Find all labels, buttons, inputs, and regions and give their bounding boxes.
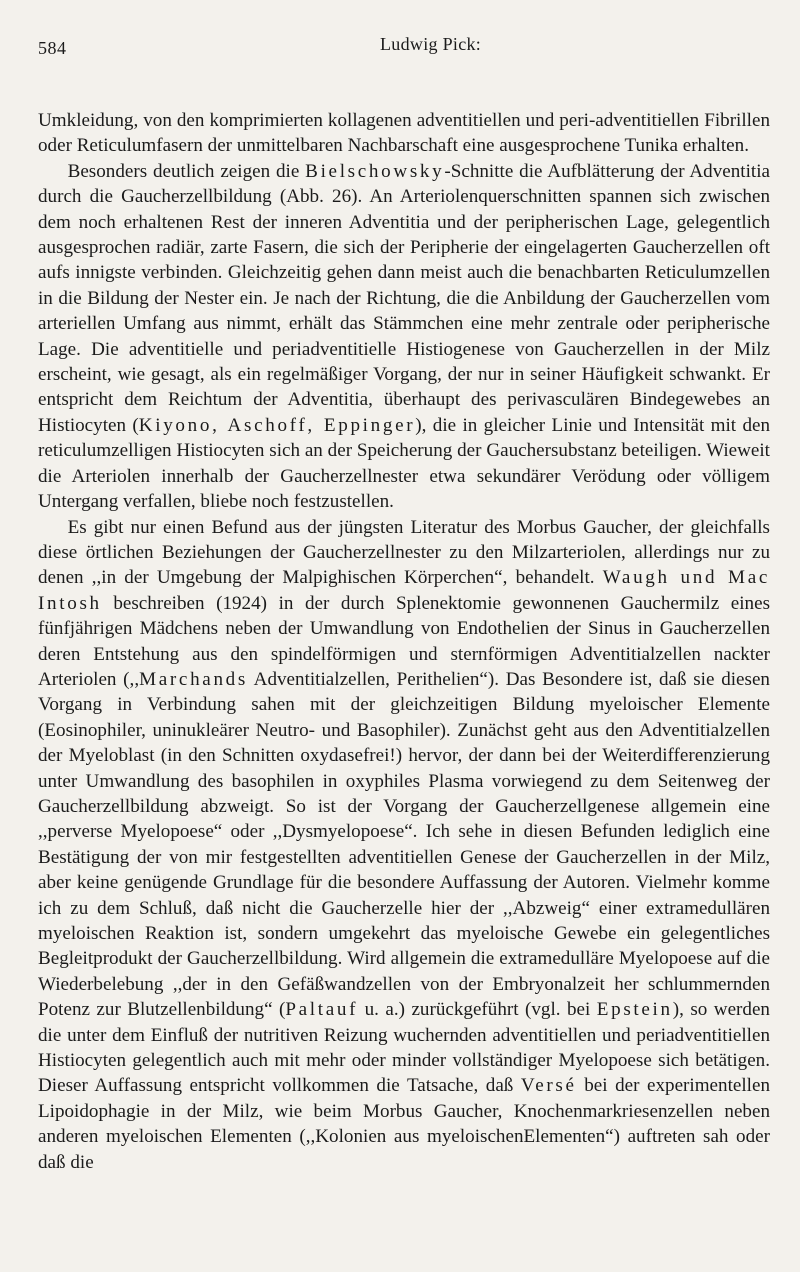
- author-name-epstein: Epstein: [596, 999, 673, 1021]
- author-name-marchand: Marchands: [139, 668, 248, 690]
- paragraph-2-text-b: -Schnitte die Aufblätterung der Adventitia durch die Gaucherzellbildung (Abb. 26). An Arteriolenquerschnitten spannen sich zwischen dem noch erhaltenen Rest der inneren Adventitia und der peripherischen Lage, gelegentlich ausgesprochen radiär, zarte Fasern, die sich der Peripherie der eingelagerten Gaucherzellen oft aufs innigste verbinden. Gleichzeitig gehen dann meist auch die benachbarten Reticulumzellen in die Bildung der Nester ein. Je nach der Richtung, die die Anbildung der Gaucherzellen vom arteriellen Umfang aus nimmt, erhält das Stämmchen eine mehr zentrale oder peripherische Lage. Die adventitielle und periadventitielle Histiogenese von Gaucherzellen in der Milz erscheint, wie gesagt, als ein regelmäßiger Vorgang, der nur in seiner Häufigkeit schwankt. Er entspricht dem Reichtum der Adventitia, überhaupt des perivasculären Bindegewebes an Histiocyten (: [38, 160, 770, 436]
- author-name-bielschowsky: Bielschowsky: [305, 160, 445, 182]
- author-names-kiyono-aschoff-eppinger: Kiyono, Aschoff, Eppinger: [138, 414, 416, 436]
- paragraph-3: [38, 515, 770, 1176]
- paragraph-1: [38, 108, 770, 159]
- author-names-waugh-macintosh: Waugh und Mac Intosh: [38, 567, 771, 614]
- paragraph-3-text-a: Es gibt nur einen Befund aus der jüngsten Literatur des Morbus Gaucher, der gleichfalls diese örtlichen Beziehungen der Gaucherzellnester zu den Milzarteriolen, allerdings nur zu denen ,,in der Umgebung der Malpighischen Körperchen“, behandelt.: [38, 516, 770, 589]
- paragraph-3-text-c: Adventitialzellen, Perithelien“). Das Besondere ist, daß sie diesen Vorgang in Verbindung sahen mit der gleichzeitigen Bildung myeloischer Elemente (Eosinophiler, uninukleärer Neutro- und Basophiler). Zunächst geht aus den Adventitialzellen der Myeloblast (in den Schnitten oxydasefrei!) hervor, der dann bei der Weiterdifferenzierung unter Umwandlung des basophilen in oxyphiles Plasma vorwiegend zu dem Seitenweg der Gaucherzellbildung abzweigt. So ist der Vorgang der Gaucherzellgenese allgemein eine ,,perverse Myelopoese“ oder ,,Dysmyelopoese“. Ich sehe in diesen Befunden lediglich eine Bestätigung der von mir festgestellten adventitiellen Genese der Gaucherzellen in der Milz, aber keine genügende Grundlage für die besondere Auffassung der Autoren. Vielmehr komme ich zu dem Schluß, daß nicht die Gaucherzelle hier der ,,Abzweig“ einer extramedullären myeloischen Reaktion ist, sondern umgekehrt das myeloische Gewebe ein gelegentliches Begleitprodukt der Gaucherzellbildung. Wird allgemein die extramedulläre Myelopoese auf die Wiederbelebung ,,der in den Gefäßwandzellen von der Embryonalzeit her schlummernden Potenz zur Blutzellenbildung“ (: [38, 668, 770, 1021]
- running-head-author: Ludwig Pick:: [380, 34, 482, 54]
- author-name-paltauf: Paltauf: [285, 999, 359, 1021]
- body-text: [38, 108, 770, 1175]
- paragraph-2-text-a: Besonders deutlich zeigen die: [67, 160, 300, 182]
- paragraph-1-text: Umkleidung, von den komprimierten kollagenen adventitiellen und peri-adventitiellen Fibrillen oder Reticulumfasern der unmittelbaren Nachbarschaft eine ausgesprochene Tunika erhalten.: [38, 110, 770, 157]
- paragraph-3-text-d: u. a.) zurückgeführt (vgl. bei: [364, 999, 591, 1021]
- paragraph-2: [38, 159, 770, 515]
- paragraph-2-text-c: ), die in gleicher Linie und Intensität mit den reticulumzelligen Histiocyten sich an der Speicherung der Gauchersubstanz beteiligen. Wieweit die Arteriolen innerhalb der Gaucherzellnester etwa sekundärer Verödung oder völligem Untergang verfallen, bliebe noch festzustellen.: [38, 414, 771, 513]
- paragraph-3-text-f: bei der experimentellen Lipoidophagie in der Milz, wie beim Morbus Gaucher, Knochenmarkriesenzellen neben anderen myeloischen Elementen (,,Kolonien aus myeloischenElementen“) auftreten sah oder daß die: [38, 1075, 770, 1173]
- page-number: 584: [38, 38, 67, 58]
- author-name-verse: Versé: [520, 1075, 577, 1097]
- running-head: [38, 34, 770, 68]
- paragraph-3-text-e: ), so werden die unter dem Einfluß der nutritiven Reizung wuchernden adventitiellen und periadventitiellen Histiocyten gelegentlich auch mit mehr oder minder vollständiger Myelopoese sich betätigen. Dieser Auffassung entspricht vollkommen die Tatsache, daß: [38, 999, 770, 1097]
- paragraph-3-text-b: beschreiben (1924) in der durch Splenektomie gewonnenen Gauchermilz eines fünfjährigen Mädchens neben der Umwandlung von Endothelien der Sinus in Gaucherzellen deren Entstehung aus den spindelförmigen und sternförmigen Adventitialzellen nackter Arteriolen (,,: [38, 592, 770, 690]
